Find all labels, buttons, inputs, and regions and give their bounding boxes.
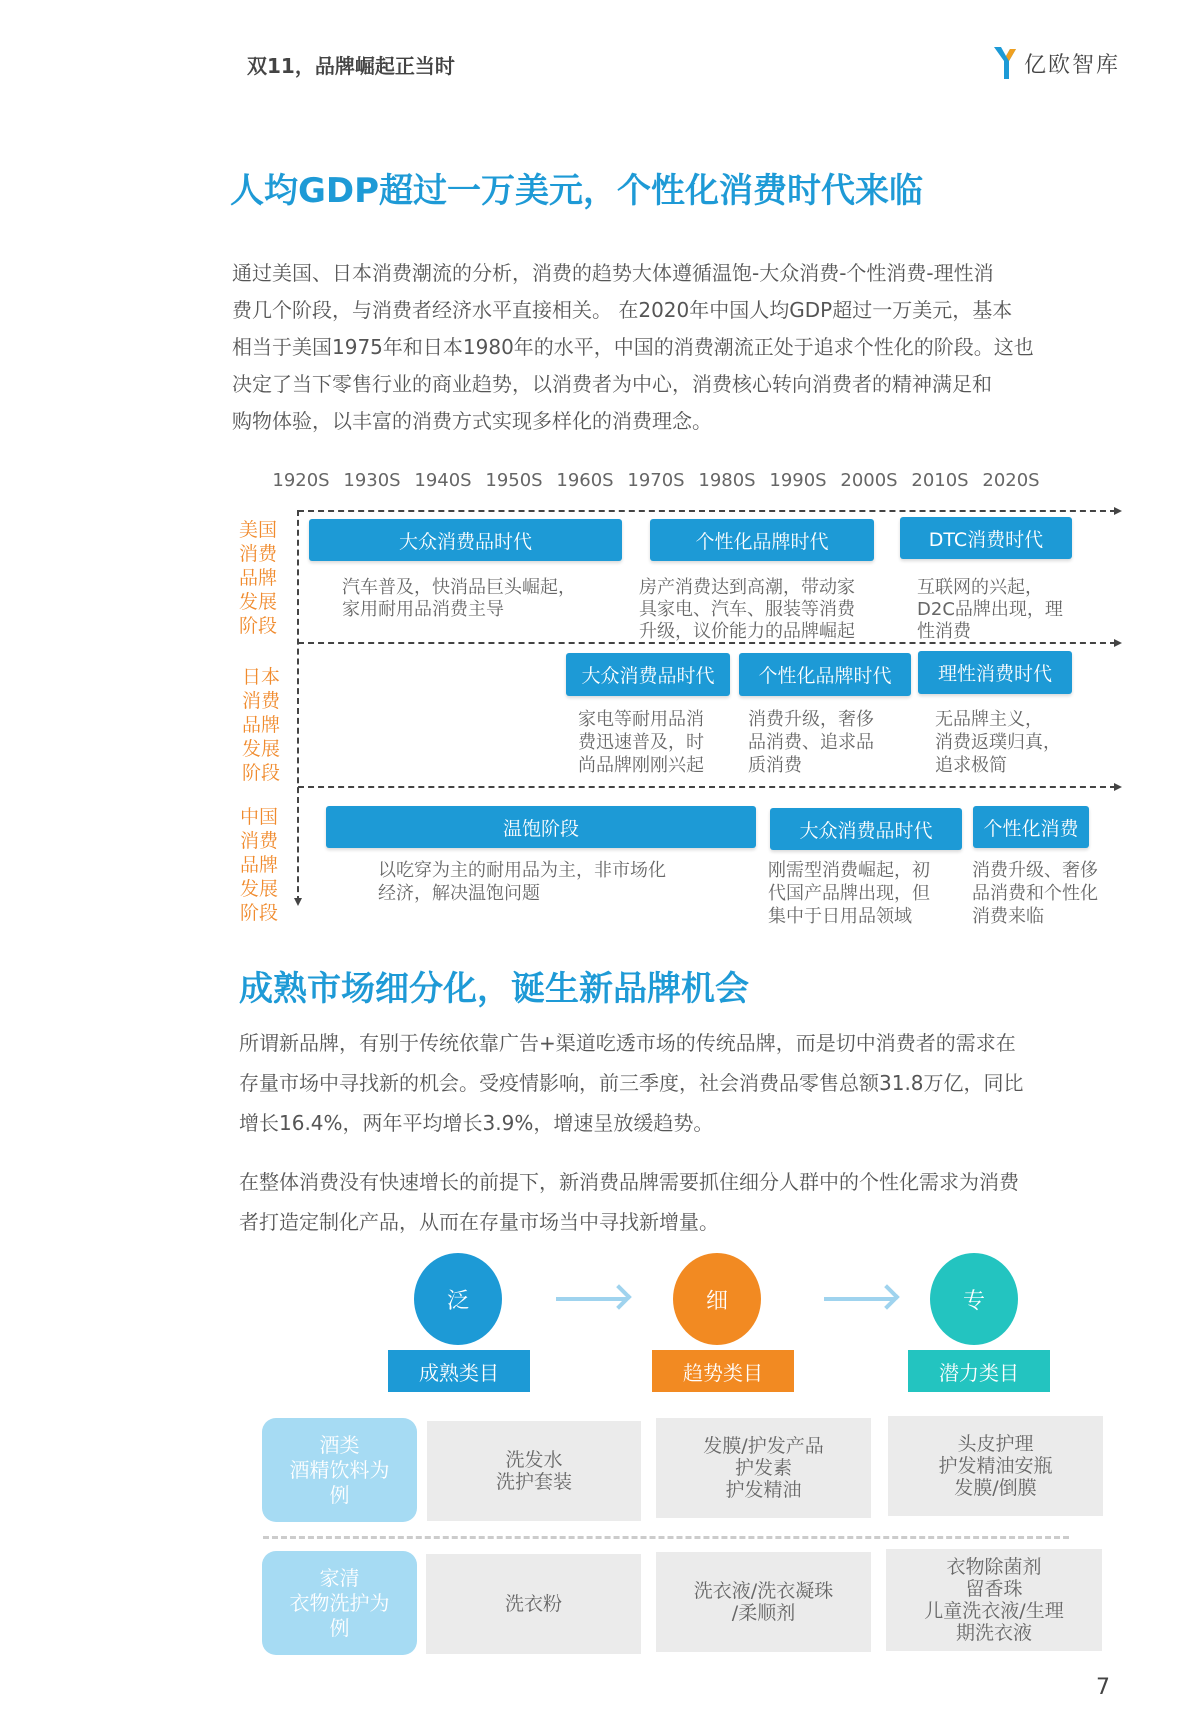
section2-title: 成熟市场细分化，诞生新品牌机会 [239, 969, 749, 1009]
stage-desc [935, 708, 1061, 777]
example-cell: 衣物除菌剂 留香珠 儿童洗衣液/生理 期洗衣液 [886, 1549, 1102, 1651]
desc-line: 升级，议价能力的品牌崛起 [639, 621, 855, 642]
desc-line: 费迅速普及，时 [578, 732, 704, 753]
year-label: 1980S [698, 470, 756, 491]
desc-line: 汽车普及，快消品巨头崛起， [342, 577, 576, 598]
stage-box: DTC消费时代 [900, 517, 1072, 559]
year-label: 1970S [627, 470, 685, 491]
label-line: 美国 [238, 519, 277, 541]
desc-line: 消费来临 [972, 906, 1044, 927]
desc-line: 家电等耐用品消 [578, 709, 704, 730]
year-label: 2010S [911, 470, 969, 491]
stage-box: 个性化品牌时代 [650, 519, 874, 561]
arrow-right-icon [1114, 783, 1122, 791]
para-line: 所谓新品牌，有别于传统依靠广告+渠道吃透市场的传统品牌，而是切中消费者的需求在 [239, 1031, 1016, 1055]
circle-special: 专 [930, 1253, 1018, 1345]
stage-desc [748, 708, 874, 777]
para-line: 存量市场中寻找新的机会。受疫情影响，前三季度，社会消费品零售总额31.8万亿，同比 [239, 1071, 1024, 1095]
label-line: 消费 [241, 690, 280, 712]
section2-paragraph-2 [239, 1162, 1129, 1242]
row-label-liquor: 酒类 酒精饮料为 例 [262, 1418, 417, 1522]
label-line: 阶段 [241, 762, 280, 784]
desc-line: 品消费和个性化 [972, 883, 1098, 904]
china-row-label [237, 805, 281, 925]
desc-line: 刚需型消费崛起，初 [768, 860, 930, 881]
para-line: 在整体消费没有快速增长的前提下，新消费品牌需要抓住细分人群中的个性化需求为消费 [239, 1170, 1019, 1194]
circle-broad: 泛 [414, 1253, 502, 1345]
desc-line: 性消费 [917, 621, 971, 642]
divider-line [298, 510, 1116, 512]
example-cell: 发膜/护发产品 护发素 护发精油 [656, 1418, 871, 1518]
para-line: 通过美国、日本消费潮流的分析，消费的趋势大体遵循温饱-大众消费-个性消费-理性消 [232, 261, 994, 285]
desc-line: 品消费、追求品 [748, 732, 874, 753]
stage-desc [578, 708, 704, 777]
category-label: 成熟类目 [388, 1350, 530, 1392]
row-label-household: 家清 衣物洗护为 例 [262, 1551, 417, 1655]
para-line: 相当于美国1975年和日本1980年的水平，中国的消费潮流正处于追求个性化的阶段。这也 [232, 335, 1034, 359]
desc-line: 互联网的兴起， [917, 577, 1043, 598]
year-label: 1990S [769, 470, 827, 491]
logo-text: 亿欧智库 [1024, 52, 1121, 78]
label-line: 发展 [239, 878, 278, 900]
example-cell: 洗发水 洗护套装 [427, 1421, 641, 1521]
desc-line: 经济，解决温饱问题 [378, 883, 540, 904]
category-label: 趋势类目 [652, 1350, 794, 1392]
desc-line: 消费升级，奢侈 [748, 709, 874, 730]
year-label: 2000S [840, 470, 898, 491]
label-line: 阶段 [239, 902, 278, 924]
label-line: 发展 [241, 738, 280, 760]
example-cell: 洗衣粉 [426, 1554, 641, 1654]
stage-box: 大众消费品时代 [770, 808, 962, 850]
desc-line: D2C品牌出现，理 [917, 599, 1063, 620]
para-line: 者打造定制化产品，从而在存量市场当中寻找新增量。 [239, 1210, 719, 1234]
stage-box: 个性化品牌时代 [739, 653, 911, 696]
example-cell: 头皮护理 护发精油安瓶 发膜/倒膜 [888, 1416, 1103, 1516]
label-line: 阶段 [238, 615, 277, 637]
arrow-right-icon [1114, 507, 1122, 515]
stage-desc [378, 859, 666, 905]
time-axis-line [297, 510, 299, 902]
stage-box: 大众消费品时代 [309, 519, 622, 561]
page-number: 7 [1096, 1675, 1110, 1700]
year-label: 1920S [272, 470, 330, 491]
desc-line: 追求极简 [935, 755, 1007, 776]
arrow-right-icon [824, 1297, 894, 1301]
logo-icon [992, 45, 1018, 81]
desc-line: 代国产品牌出现，但 [768, 883, 930, 904]
stage-desc [639, 577, 855, 643]
section2-paragraph-1 [239, 1023, 1129, 1143]
example-cell: 洗衣液/洗衣凝珠 /柔顺剂 [656, 1552, 871, 1652]
stage-desc [972, 859, 1098, 928]
report-header-title: 双11，品牌崛起正当时 [247, 54, 455, 78]
year-label: 1940S [414, 470, 472, 491]
stage-desc [342, 577, 576, 621]
label-line: 日本 [241, 666, 280, 688]
label-line: 品牌 [241, 714, 280, 736]
desc-line: 房产消费达到高潮，带动家 [639, 577, 855, 598]
divider-line [298, 786, 1116, 788]
label-line: 中国 [239, 806, 278, 828]
stage-box: 理性消费时代 [918, 651, 1072, 694]
stage-box: 个性化消费 [973, 806, 1089, 848]
label-line: 品牌 [239, 854, 278, 876]
us-row-label [236, 518, 280, 638]
desc-line: 以吃穿为主的耐用品为主，非市场化 [378, 860, 666, 881]
label-line: 发展 [238, 591, 277, 613]
year-label: 1930S [343, 470, 401, 491]
desc-line: 消费返璞归真， [935, 732, 1061, 753]
arrow-down-icon [294, 898, 302, 906]
divider-line [263, 1536, 1069, 1539]
japan-row-label [239, 665, 283, 785]
label-line: 品牌 [238, 567, 277, 589]
label-line: 消费 [239, 830, 278, 852]
desc-line: 无品牌主义， [935, 709, 1043, 730]
desc-line: 集中于日用品领域 [768, 906, 912, 927]
para-line: 增长16.4%，两年平均增长3.9%，增速呈放缓趋势。 [239, 1111, 714, 1135]
desc-line: 消费升级、奢侈 [972, 860, 1098, 881]
year-label: 1950S [485, 470, 543, 491]
year-label: 2020S [982, 470, 1040, 491]
stage-desc [768, 859, 930, 928]
stage-box: 温饱阶段 [326, 806, 756, 848]
desc-line: 家用耐用品消费主导 [342, 599, 504, 620]
stage-box: 大众消费品时代 [566, 653, 730, 696]
desc-line: 具家电、汽车、服装等消费 [639, 599, 855, 620]
year-label: 1960S [556, 470, 614, 491]
desc-line: 质消费 [748, 755, 802, 776]
arrow-right-icon [1114, 639, 1122, 647]
circle-fine: 细 [673, 1253, 761, 1345]
arrow-right-icon [556, 1297, 626, 1301]
logo [992, 44, 1120, 82]
para-line: 费几个阶段，与消费者经济水平直接相关。 在2020年中国人均GDP超过一万美元，基本 [232, 298, 1013, 322]
section1-paragraph [232, 255, 1112, 440]
para-line: 购物体验，以丰富的消费方式实现多样化的消费理念。 [232, 409, 712, 433]
para-line: 决定了当下零售行业的商业趋势，以消费者为中心，消费核心转向消费者的精神满足和 [232, 372, 992, 396]
category-label: 潜力类目 [908, 1350, 1050, 1392]
desc-line: 尚品牌刚刚兴起 [578, 755, 704, 776]
label-line: 消费 [238, 543, 277, 565]
stage-desc [917, 577, 1063, 643]
section1-title: 人均GDP超过一万美元，个性化消费时代来临 [230, 171, 924, 211]
